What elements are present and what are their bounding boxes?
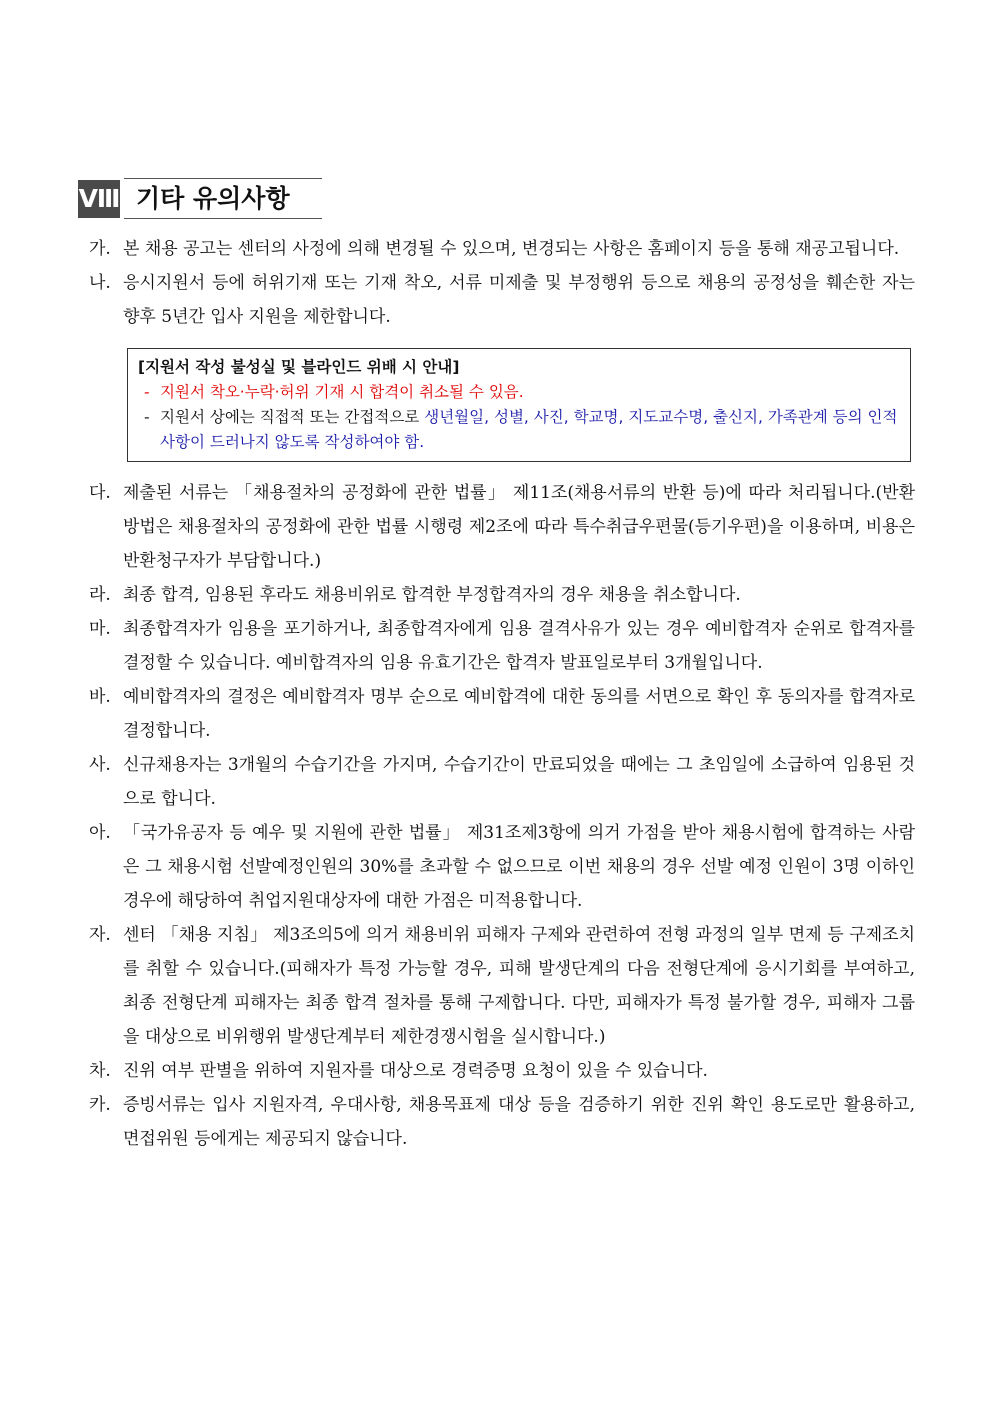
warning-text-prefix: 지원서 상에는 직접적 또는 간접적으로 xyxy=(160,408,425,426)
list-item-ka xyxy=(89,1088,915,1156)
section-header xyxy=(78,178,322,220)
item-marker: 자. xyxy=(89,925,111,945)
list-item-ga xyxy=(89,232,915,266)
list-item-na xyxy=(89,266,915,334)
list-item-ba xyxy=(89,680,915,748)
list-item-ra xyxy=(89,578,915,612)
item-text: 본 채용 공고는 센터의 사정에 의해 변경될 수 있으며, 변경되는 사항은 홈페이지 등을 통해 재공고됩니다. xyxy=(123,239,900,259)
list-item-ma xyxy=(89,612,915,680)
header-bottom-rule xyxy=(124,218,322,219)
item-marker: 바. xyxy=(89,687,111,707)
item-text: 신규채용자는 3개월의 수습기간을 가지며, 수습기간이 만료되었을 때에는 그 초임일에 소급하여 임용된 것으로 합니다. xyxy=(123,755,915,809)
item-text: 제출된 서류는 「채용절차의 공정화에 관한 법률」 제11조(채용서류의 반환 등)에 따라 처리됩니다.(반환 방법은 채용절차의 공정화에 관한 법률 시행령 제2조에 따라 특수취급우편물(등기우편)을 이용하며, 비용은 반환청구자가 부담합니다.) xyxy=(123,483,915,571)
item-text: 진위 여부 판별을 위하여 지원자를 대상으로 경력증명 요청이 있을 수 있습니다. xyxy=(123,1061,708,1081)
item-marker: 마. xyxy=(89,619,111,639)
warning-box-title: [지원서 작성 불성실 및 블라인드 위배 시 안내] xyxy=(138,358,460,376)
item-marker: 가. xyxy=(89,239,111,259)
warning-text: 지원서 착오·누락·허위 기재 시 합격이 취소될 수 있음. xyxy=(160,383,524,401)
item-text: 응시지원서 등에 허위기재 또는 기재 착오, 서류 미제출 및 부정행위 등으로 채용의 공정성을 훼손한 자는 향후 5년간 입사 지원을 제한합니다. xyxy=(123,273,915,327)
item-text: 예비합격자의 결정은 예비합격자 명부 순으로 예비합격에 대한 동의를 서면으로 확인 후 동의자를 합격자로 결정합니다. xyxy=(123,687,915,741)
item-text: 「국가유공자 등 예우 및 지원에 관한 법률」 제31조제3항에 의거 가점을 받아 채용시험에 합격하는 사람은 그 채용시험 선발예정인원의 30%를 초과할 수 없으므로 이번 채용의 경우 선발 예정 인원이 3명 이하인 경우에 해당하여 취업지원대상자에 대한 가점은 미적용합니다. xyxy=(123,823,915,911)
item-text: 센터 「채용 지침」 제3조의5에 의거 채용비위 피해자 구제와 관련하여 전형 과정의 일부 면제 등 구제조치를 취할 수 있습니다.(피해자가 특정 가능할 경우, 피해 발생단계의 다음 전형단계에 응시기회를 부여하고, 최종 전형단계 피해자는 최종 합격 절차를 통해 구제합니다. 다만, 피해자가 특정 불가할 경우, 피해자 그룹을 대상으로 비위행위 발생단계부터 제한경쟁시험을 실시합니다.) xyxy=(123,925,915,1047)
section-number-badge: Ⅷ xyxy=(78,180,120,218)
list-item-sa xyxy=(89,748,915,816)
dash-bullet: - xyxy=(144,408,150,426)
list-item-a xyxy=(89,816,915,918)
item-marker: 카. xyxy=(89,1095,111,1115)
warning-text-emphasis: 생년월일, 성별, 사진, 학교명, 지도교수명, 출신지, 가족관계 등의 인적 사항이 드러나지 않도록 작성하여야 함. xyxy=(160,408,898,451)
item-text: 최종 합격, 임용된 후라도 채용비위로 합격한 부정합격자의 경우 채용을 취소합니다. xyxy=(123,585,741,605)
item-marker: 라. xyxy=(89,585,111,605)
list-item-da xyxy=(89,476,915,578)
list-item-cha xyxy=(89,1054,915,1088)
item-marker: 사. xyxy=(89,755,111,775)
warning-line-cancellation xyxy=(138,380,900,405)
item-text: 최종합격자가 임용을 포기하거나, 최종합격자에게 임용 결격사유가 있는 경우 예비합격자 순위로 합격자를 결정할 수 있습니다. 예비합격자의 임용 유효기간은 합격자 발표일로부터 3개월입니다. xyxy=(123,619,915,673)
warning-line-blind xyxy=(138,405,900,455)
dash-bullet: - xyxy=(144,383,150,401)
header-top-rule xyxy=(124,178,322,179)
list-item-ja xyxy=(89,918,915,1054)
application-warning-box xyxy=(127,348,911,462)
item-marker: 다. xyxy=(89,483,111,503)
item-marker: 나. xyxy=(89,273,111,293)
item-marker: 아. xyxy=(89,823,111,843)
item-text: 증빙서류는 입사 지원자격, 우대사항, 채용목표제 대상 등을 검증하기 위한 진위 확인 용도로만 활용하고, 면접위원 등에게는 제공되지 않습니다. xyxy=(123,1095,915,1149)
section-title: 기타 유의사항 xyxy=(136,184,290,213)
notice-items-list xyxy=(89,232,915,1156)
item-marker: 차. xyxy=(89,1061,111,1081)
